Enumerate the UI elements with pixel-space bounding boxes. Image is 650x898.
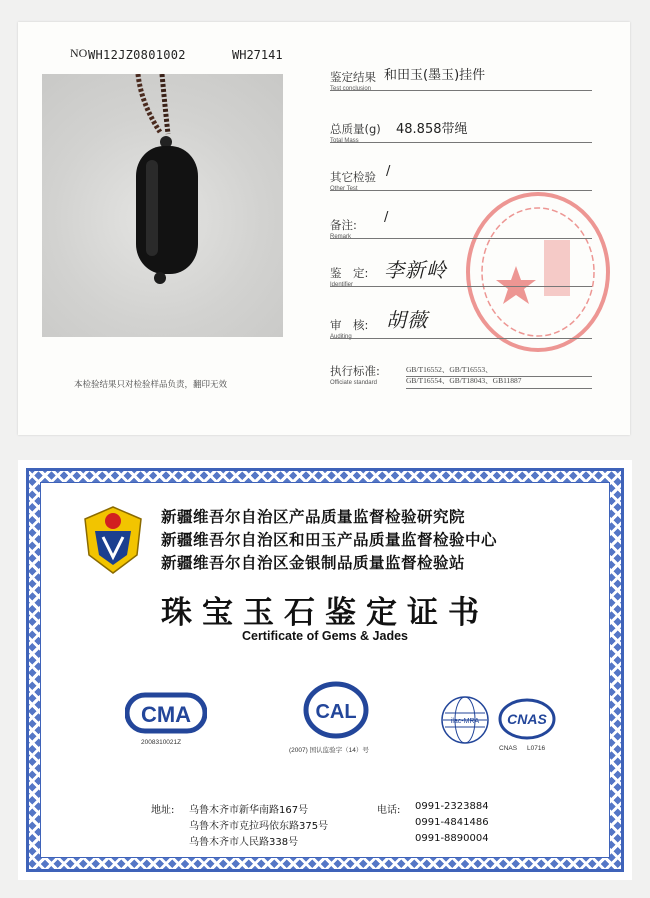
phone-1: 0991-2323884 (415, 801, 489, 812)
mass-label-en: Total Mass (330, 138, 359, 144)
identifier-label-en: Identifier (330, 282, 354, 288)
cal-logo (303, 681, 369, 739)
phone-label: 电话: (377, 805, 401, 816)
report-number-label: NO (70, 46, 88, 60)
other-test-label: 其它检验 (330, 170, 376, 184)
other-test-underline (330, 190, 592, 191)
conclusion-label-en: Test conclusion (330, 86, 372, 92)
cma-logo (125, 691, 207, 735)
field-identifier (330, 258, 592, 288)
standard-line-1: GB/T16552、GB/T16553、 (406, 365, 493, 374)
other-test-label-en: Other Test (330, 186, 358, 192)
ilac-mra-logo (439, 695, 491, 745)
standard-label: 执行标准: (330, 364, 380, 378)
cma-caption: 2008310021Z (141, 739, 182, 746)
conclusion-underline (330, 90, 592, 91)
certificate-panel (40, 482, 610, 858)
cnas-logo (497, 697, 557, 741)
institution-name-1: 新疆维吾尔自治区产品质量监督检验研究院 (161, 508, 466, 526)
mass-underline (330, 142, 592, 143)
quality-inspection-emblem (81, 505, 145, 575)
cnas-caption-1: CNAS (499, 745, 518, 752)
field-mass (330, 118, 592, 144)
standard-label-en: Officiate standard (330, 380, 377, 386)
address-3: 乌鲁木齐市人民路338号 (189, 837, 299, 848)
address-2: 乌鲁木齐市克拉玛依东路375号 (189, 821, 329, 832)
remark-label-en: Remark (330, 234, 352, 240)
mass-value: 48.858带绳 (396, 122, 468, 137)
field-other-test (330, 166, 592, 192)
auditing-underline (330, 338, 592, 339)
institution-name-2: 新疆维吾尔自治区和田玉产品质量监督检验中心 (161, 531, 498, 549)
cnas-caption-2: L0716 (527, 745, 546, 752)
certificate-card (18, 460, 632, 880)
other-test-value: / (386, 164, 391, 179)
jade-pendant-image (42, 74, 283, 337)
field-auditing (330, 308, 592, 340)
cma-logo-text: CMA (140, 702, 192, 727)
certificate-title: 珠宝玉石鉴定证书 (161, 595, 489, 631)
conclusion-label: 鉴定结果 (330, 70, 376, 84)
remark-value: / (384, 210, 389, 225)
report-code: WH27141 (232, 48, 283, 62)
ilac-logo-text: ilac-MRA (450, 718, 480, 725)
certificate-subtitle: Certificate of Gems & Jades (241, 629, 409, 643)
cnas-logo-text: CNAS (507, 711, 547, 727)
jade-pendant-photo (42, 74, 283, 337)
phone-3: 0991-8890004 (415, 833, 489, 844)
institution-name-3: 新疆维吾尔自治区金银制品质量监督检验站 (161, 554, 466, 572)
cal-caption: (2007) 国认监验字（14）号 (289, 747, 369, 754)
remark-underline (330, 238, 592, 239)
appraisal-report-card (18, 22, 630, 435)
identifier-underline (330, 286, 592, 287)
mass-label: 总质量(g) (330, 122, 381, 136)
field-conclusion (330, 66, 592, 92)
report-number: WH12JZ0801002 (88, 48, 186, 62)
auditing-label: 审 核: (330, 318, 369, 332)
auditing-label-en: Auditing (330, 334, 352, 340)
standard-codes (406, 364, 522, 386)
identifier-label: 鉴 定: (330, 266, 369, 280)
remark-label: 备注: (330, 218, 357, 232)
standard-underline-2 (406, 388, 592, 389)
auditing-signature: 胡薇 (386, 308, 428, 332)
field-remark (330, 210, 592, 240)
address-label: 地址: (151, 805, 175, 816)
conclusion-value: 和田玉(墨玉)挂件 (384, 68, 486, 83)
identifier-signature: 李新岭 (384, 258, 447, 282)
address-1: 乌鲁木齐市新华南路167号 (189, 805, 309, 816)
standard-underline-1 (406, 376, 592, 377)
disclaimer-text: 本检验结果只对检验样品负责，翻印无效 (74, 380, 228, 390)
phone-2: 0991-4841486 (415, 817, 489, 828)
standard-line-2: GB/T16554、GB/T18043、GB11887 (406, 376, 522, 385)
field-standard (330, 360, 592, 386)
cal-logo-text: CAL (315, 701, 357, 723)
